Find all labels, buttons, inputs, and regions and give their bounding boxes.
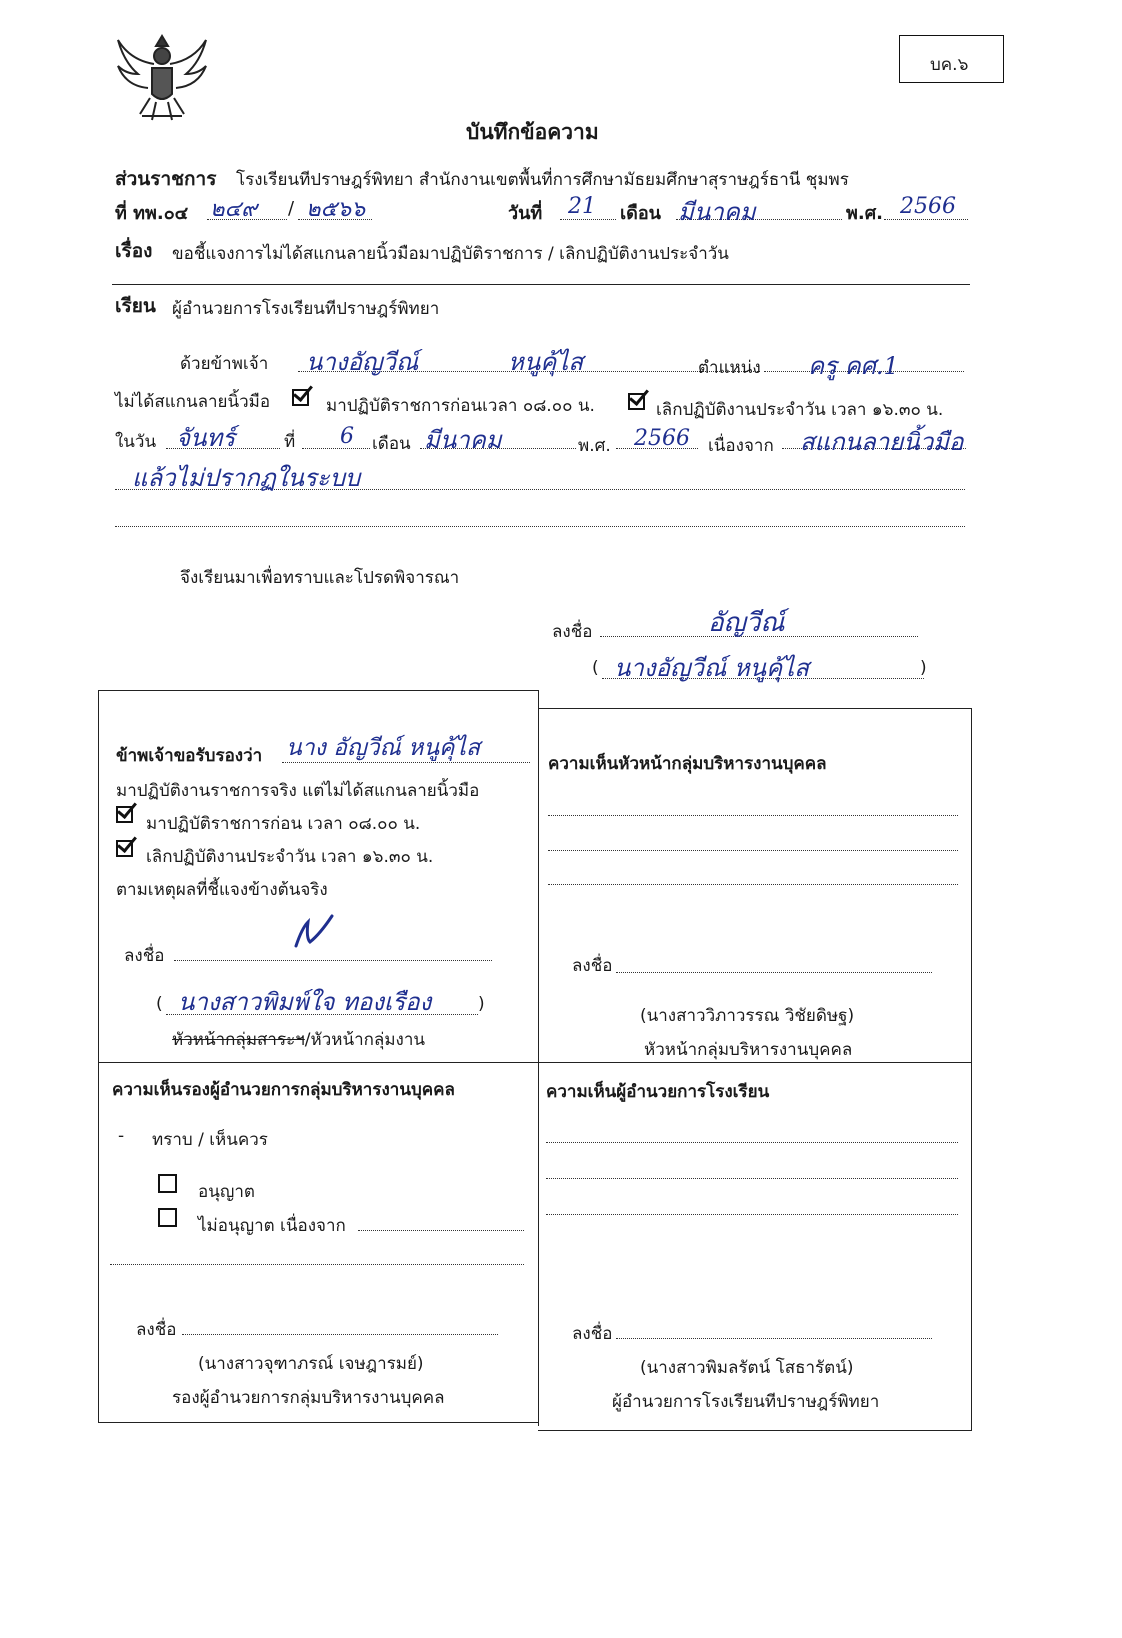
agency-value: โรงเรียนทีปราษฎร์พิทยา สำนักงานเขตพื้นที่การศึกษามัธยมศึกษาสุราษฎร์ธานี ชุมพร	[236, 170, 849, 190]
year-label: พ.ศ.	[846, 203, 883, 224]
closing-text: จึงเรียนมาเพื่อทราบและโปรดพิจารณา	[180, 568, 460, 588]
certify-label: ข้าพเจ้าขอรับรองว่า	[116, 746, 263, 766]
certify-opt-out: เลิกปฏิบัติงานประจำวัน เวลา ๑๖.๓๐ น.	[146, 847, 434, 867]
deputy-signer: (นางสาวจุฑาภรณ์ เจษฎารมย์)	[198, 1354, 424, 1374]
day-hw: 21	[568, 194, 596, 219]
deputy-role: รองผู้อำนวยการกลุ่มบริหารงานบุคคล	[172, 1388, 445, 1408]
deputy-deny: ไม่อนุญาต เนื่องจาก	[198, 1216, 346, 1236]
name-hw: นางอัญวีณ์	[306, 348, 419, 376]
deputy-title: ความเห็นรองผู้อำนวยการกลุ่มบริหารงานบุคคล	[112, 1080, 455, 1100]
agency-label: ส่วนราชการ	[115, 168, 217, 190]
director-role: ผู้อำนวยการโรงเรียนทีปราษฎร์พิทยา	[612, 1392, 880, 1412]
surname-hw: หนูคุ้ไส	[508, 348, 583, 376]
deputy-checkbox-allow[interactable]	[158, 1174, 177, 1193]
certify-sign-label: ลงชื่อ	[124, 946, 165, 966]
ref-year-hw: ๒๕๖๖	[306, 197, 366, 222]
certify-checkbox-out[interactable]	[116, 840, 133, 857]
date-year-label: พ.ศ.	[578, 436, 611, 456]
deputy-ack: ทราบ / เห็นควร	[152, 1130, 268, 1150]
certifier-role	[172, 1026, 425, 1053]
because-hw-1: สแกนลายนิ้วมือ	[800, 428, 964, 456]
certify-name-hw: นาง อัญวีณ์ หนูคุ้ไส	[286, 735, 481, 761]
i-label: ด้วยข้าพเจ้า	[180, 354, 269, 374]
form-code: บค.๖	[930, 55, 969, 75]
director-signer: (นางสาวพิมลรัตน์ โสธารัตน์)	[640, 1358, 854, 1378]
certify-line5: ตามเหตุผลที่ชี้แจงข้างต้นจริง	[116, 880, 328, 900]
certify-opt-in: มาปฏิบัติราชการก่อน เวลา ๐๘.๐๐ น.	[146, 814, 421, 834]
date-label: ที่	[284, 432, 296, 452]
hr-head-title: ความเห็นหัวหน้ากลุ่มบริหารงานบุคคล	[548, 754, 827, 774]
ref-label: ที่ ทพ.๐๔	[115, 203, 189, 224]
to-label: เรียน	[115, 295, 156, 317]
position-label: ตำแหน่ง	[698, 358, 761, 378]
deputy-sign-label: ลงชื่อ	[136, 1320, 177, 1340]
applicant-name-hw: นางอัญวีณ์ หนูคุ้ไส	[614, 654, 809, 682]
certifier-role-rest: /หัวหน้ากลุ่มงาน	[304, 1030, 426, 1050]
director-title: ความเห็นผู้อำนวยการโรงเรียน	[546, 1082, 770, 1102]
certify-line2: มาปฏิบัติงานราชการจริง แต่ไม่ได้สแกนลายนิ้วมือ	[116, 781, 480, 801]
date-year-hw: 2566	[634, 426, 690, 451]
on-day-hw: จันทร์	[176, 424, 236, 452]
because-hw-2: แล้วไม่ปรากฏในระบบ	[132, 464, 361, 492]
subject-value: ขอชี้แจงการไม่ได้สแกนลายนิ้วมือมาปฏิบัติราชการ / เลิกปฏิบัติงานประจำวัน	[172, 244, 729, 264]
deputy-checkbox-deny[interactable]	[158, 1208, 177, 1227]
ref-number-hw: ๒๔๙	[210, 197, 258, 222]
certifier-name-hw: นางสาวพิมพ์ใจ ทองเรือง	[178, 988, 432, 1016]
month-label: เดือน	[620, 203, 661, 224]
hr-head-sign-label: ลงชื่อ	[572, 956, 613, 976]
applicant-sign-label: ลงชื่อ	[552, 622, 593, 642]
applicant-signature-hw: อัญวีณ์	[708, 608, 785, 638]
on-day-label: ในวัน	[115, 432, 157, 452]
to-value: ผู้อำนวยการโรงเรียนทีปราษฎร์พิทยา	[172, 299, 440, 319]
garuda-emblem-icon	[112, 28, 212, 128]
day-label: วันที่	[508, 203, 543, 224]
hr-head-signer: (นางสาววิภาวรรณ วิชัยดิษฐ)	[640, 1006, 855, 1026]
certifier-signature-icon	[290, 912, 336, 952]
because-label: เนื่องจาก	[708, 436, 774, 456]
certifier-role-struck: หัวหน้ากลุ่มสาระฯ	[172, 1030, 305, 1050]
date-month-hw: มีนาคม	[424, 426, 502, 454]
deputy-allow: อนุญาต	[198, 1182, 255, 1202]
date-hw: 6	[340, 424, 354, 449]
opt-in-label: มาปฏิบัติราชการก่อนเวลา ๐๘.๐๐ น.	[326, 396, 595, 416]
document-title: บันทึกข้อความ	[466, 120, 599, 144]
hr-head-role: หัวหน้ากลุ่มบริหารงานบุคคล	[644, 1040, 853, 1060]
date-month-label: เดือน	[372, 434, 411, 454]
header-divider	[112, 284, 970, 285]
checkbox-came-in[interactable]	[292, 389, 309, 406]
director-sign-label: ลงชื่อ	[572, 1324, 613, 1344]
position-hw: ครู คศ.1	[808, 352, 899, 380]
subject-label: เรื่อง	[115, 240, 153, 262]
year-hw: 2566	[900, 194, 956, 219]
not-scan-label: ไม่ได้สแกนลายนิ้วมือ	[115, 392, 271, 412]
certify-checkbox-in[interactable]	[116, 806, 133, 823]
opt-out-label: เลิกปฏิบัติงานประจำวัน เวลา ๑๖.๓๐ น.	[656, 400, 944, 420]
month-hw: มีนาคม	[678, 198, 756, 226]
checkbox-went-out[interactable]	[628, 393, 645, 410]
